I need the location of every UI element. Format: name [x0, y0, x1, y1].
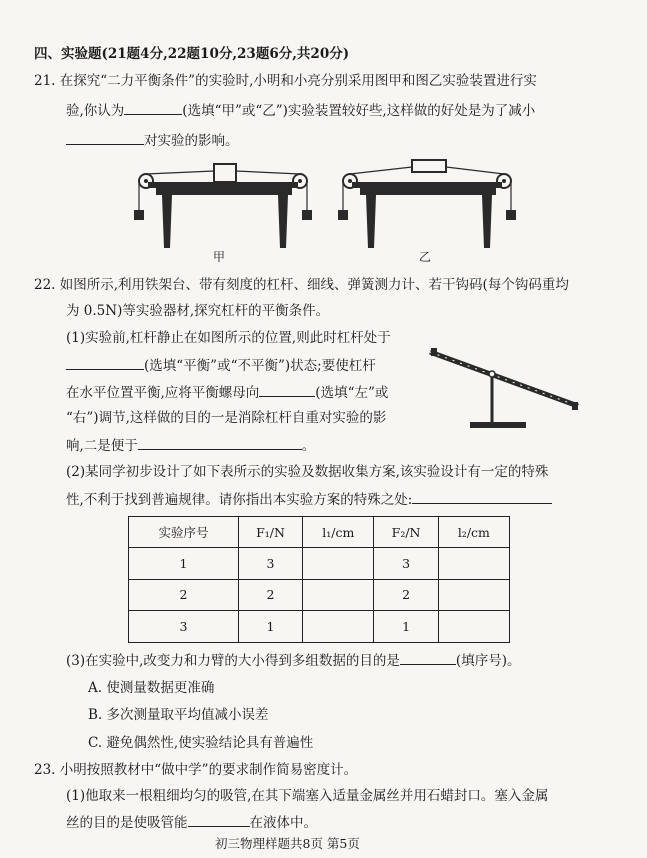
table-header-cell: l₁/cm — [303, 517, 374, 548]
table-row — [129, 611, 510, 643]
q22-p1-text-3b: (选填“左”或 — [315, 385, 389, 401]
q23-p1-line-1: (1)他取来一根粗细均匀的吸管,在其下端塞入适量金属丝并用石蜡封口。塞入金属 — [66, 788, 549, 804]
table-cell[interactable] — [438, 548, 509, 580]
figure-jia-label: 甲 — [213, 250, 226, 264]
q22-p1-line-3 — [66, 382, 388, 403]
table-row — [129, 548, 510, 580]
table-header-cell: 实验序号 — [129, 517, 239, 548]
q23-p1-text-a: 丝的目的是使吸管能 — [66, 815, 188, 831]
table-cell[interactable] — [303, 611, 374, 643]
figure-jia-apparatus — [132, 158, 312, 250]
q21-text-c: 对实验的影响。 — [144, 133, 239, 149]
q22-line-1: 22. 如图所示,利用铁架台、带有刻度的杠杆、细线、弹簧测力计、若干钩码(每个钩码重均 — [34, 277, 569, 293]
q22-p1-line-1: (1)实验前,杠杆静止在如图所示的位置,则此时杠杆处于 — [66, 330, 391, 346]
table-cell[interactable] — [303, 579, 374, 611]
q23-line-1: 23. 小明按照教材中“做中学”的要求制作简易密度计。 — [34, 762, 358, 778]
q23-p1-line-2 — [66, 812, 317, 833]
q22-p1-line-5 — [66, 435, 315, 456]
experiment-data-table — [128, 516, 510, 643]
table-header-row — [129, 517, 510, 548]
q22-answer-blank-2[interactable] — [259, 382, 315, 397]
q21-answer-blank-2[interactable] — [66, 130, 144, 145]
table-cell: 1 — [374, 611, 438, 643]
q22-p1-text-2: (选填“平衡”或“不平衡”)状态;要使杠杆 — [144, 358, 376, 374]
q21-line-3 — [66, 130, 239, 151]
lever-stand-figure — [426, 344, 586, 432]
table-cell[interactable] — [303, 548, 374, 580]
q23-answer-blank-1[interactable] — [188, 812, 250, 827]
q22-p3-text-b: (填序号)。 — [455, 653, 521, 669]
figure-yi-apparatus — [336, 158, 516, 250]
q22-p3-text-a: (3)在实验中,改变力和力臂的大小得到多组数据的目的是 — [66, 653, 400, 669]
q22-line-2: 为 0.5N)等实验器材,探究杠杆的平衡条件。 — [66, 303, 330, 319]
table-cell[interactable] — [438, 579, 509, 611]
table-cell: 2 — [238, 579, 302, 611]
q21-text-b: (选填“甲”或“乙”)实验装置较好些,这样做的好处是为了减小 — [182, 103, 536, 119]
figure-yi-label: 乙 — [419, 250, 432, 264]
q22-p1-text-5b: 。 — [301, 438, 316, 454]
table-cell: 3 — [129, 611, 239, 643]
table-cell[interactable] — [438, 611, 509, 643]
q22-p3-line-1 — [66, 650, 520, 671]
q22-p2-line-2 — [66, 489, 552, 510]
q22-option-c: C. 避免偶然性,使实验结论具有普遍性 — [88, 735, 314, 751]
table-header-cell: F₁/N — [238, 517, 302, 548]
q21-text-a: 验,你认为 — [66, 103, 125, 119]
q22-p1-line-4: “右”)调节,这样做的目的一是消除杠杆自重对实验的影 — [66, 410, 387, 426]
page-footer: 初三物理样题共8页 第5页 — [215, 836, 360, 851]
q22-p1-text-5a: 响,二是便于 — [66, 438, 138, 454]
q22-option-b: B. 多次测量取平均值减小误差 — [88, 707, 269, 723]
table-header-cell: l₂/cm — [438, 517, 509, 548]
q22-p1-text-3a: 在水平位置平衡,应将平衡螺母向 — [66, 385, 260, 401]
table-header-cell: F₂/N — [374, 517, 438, 548]
table-cell: 1 — [129, 548, 239, 580]
q23-p1-text-b: 在液体中。 — [249, 815, 317, 831]
table-cell: 1 — [238, 611, 302, 643]
q21-answer-blank-1[interactable] — [124, 100, 182, 115]
q22-p1-line-2 — [66, 355, 376, 376]
q22-option-a: A. 使测量数据更准确 — [88, 680, 215, 696]
q22-answer-blank-1[interactable] — [66, 355, 144, 370]
table-cell: 2 — [374, 579, 438, 611]
table-cell: 2 — [129, 579, 239, 611]
q22-p2-text: 性,不利于找到普遍规律。请你指出本实验方案的特殊之处: — [66, 492, 413, 508]
section-title: 四、实验题(21题4分,22题10分,23题6分,共20分) — [34, 46, 350, 62]
q22-answer-blank-5[interactable] — [400, 650, 456, 665]
table-cell: 3 — [374, 548, 438, 580]
table-row — [129, 579, 510, 611]
q22-answer-blank-4[interactable] — [412, 489, 552, 504]
q22-p2-line-1: (2)某同学初步设计了如下表所示的实验及数据收集方案,该实验设计有一定的特殊 — [66, 464, 549, 480]
q22-answer-blank-3[interactable] — [138, 435, 302, 450]
table-cell: 3 — [238, 548, 302, 580]
q21-line-1: 21. 在探究“二力平衡条件”的实验时,小明和小亮分别采用图甲和图乙实验装置进行实 — [34, 73, 537, 89]
q21-line-2 — [66, 100, 535, 121]
